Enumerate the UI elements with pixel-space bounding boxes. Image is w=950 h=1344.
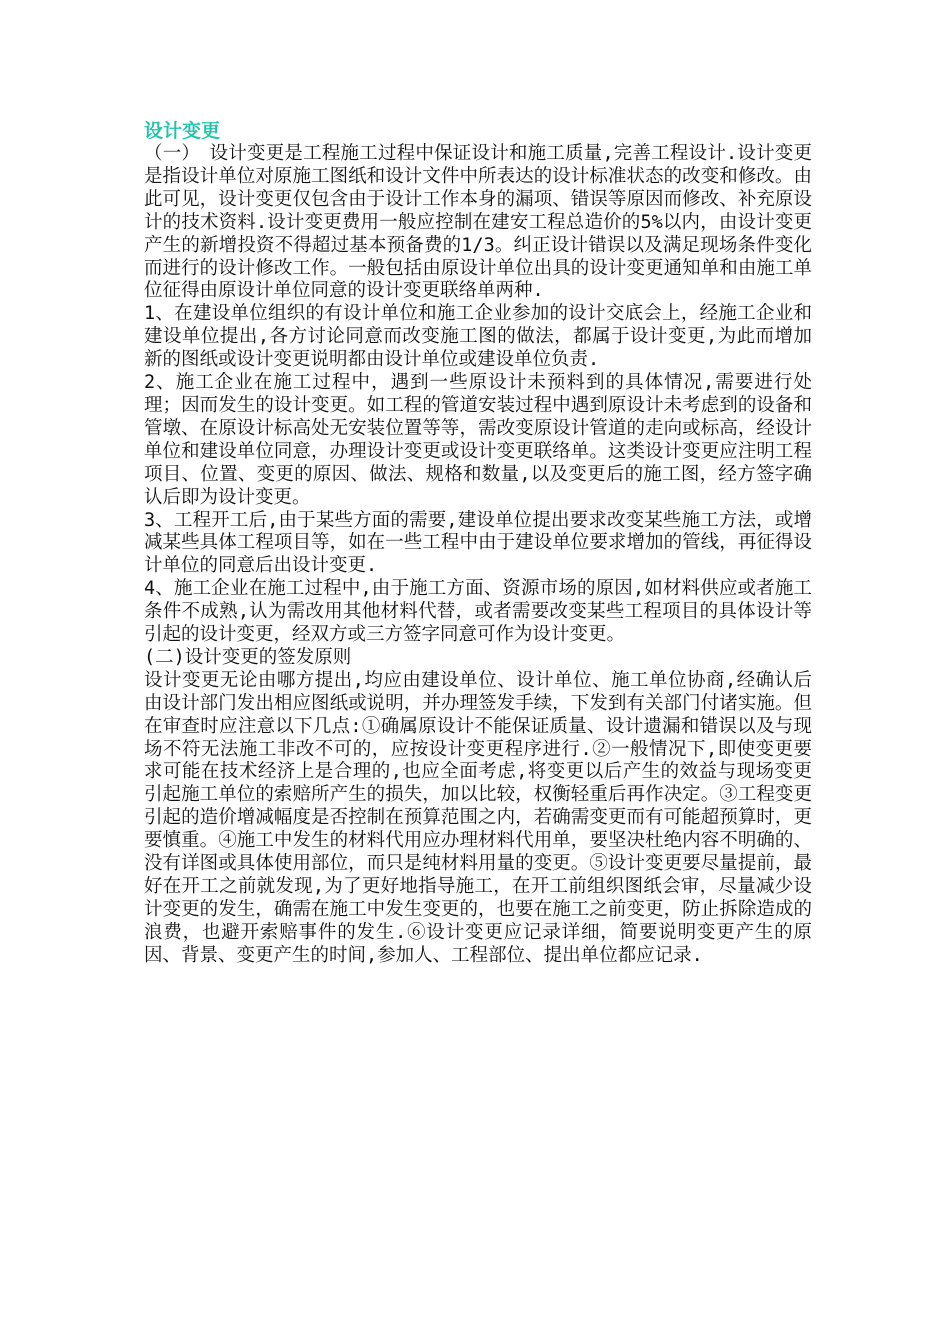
- paragraph-item-2: 2、施工企业在施工过程中，遇到一些原设计未预料到的具体情况,需要进行处理；因而发生的设计变更。如工程的管道安装过程中遇到原设计未考虑到的设备和管墩、在原设计标高处无安装位置等等，需改变原设计管道的走向或标高，经设计单位和建设单位同意，办理设计变更或设计变更联络单。这类设计变更应注明工程项目、位置、变更的原因、做法、规格和数量,以及变更后的施工图，经方签字确认后即为设计变更。: [144, 372, 812, 508]
- document-title: 设计变更: [144, 120, 221, 142]
- section-heading-signing-principles: (二)设计变更的签发原则: [144, 646, 352, 668]
- paragraph-item-1: 1、在建设单位组织的有设计单位和施工企业参加的设计交底会上，经施工企业和建设单位提出,各方讨论同意而改变施工图的做法，都属于设计变更,为此而增加新的图纸或设计变更说明都由设计单位或建设单位负责.: [144, 303, 812, 371]
- paragraph-item-4: 4、施工企业在施工过程中,由于施工方面、资源市场的原因,如材料供应或者施工条件不成熟,认为需改用其他材料代替，或者需要改变某些工程项目的具体设计等引起的设计变更，经双方或三方签字同意可作为设计变更。: [144, 578, 812, 646]
- paragraph-intro: （一） 设计变更是工程施工过程中保证设计和施工质量,完善工程设计.设计变更是指设计单位对原施工图纸和设计文件中所表达的设计标准状态的改变和修改。由此可见，设计变更仅包含由于设计工作本身的漏项、错误等原因而修改、补充原设计的技术资料.设计变更费用一般应控制在建安工程总造价的5%以内，由设计变更产生的新增投资不得超过基本预备费的1/3。纠正设计错误以及满足现场条件变化而进行的设计修改工作。一般包括由原设计单位出具的设计变更通知单和由施工单位征得由原设计单位同意的设计变更联络单两种.: [144, 143, 812, 302]
- paragraph-item-3: 3、工程开工后,由于某些方面的需要,建设单位提出要求改变某些施工方法，或增减某些具体工程项目等，如在一些工程中由于建设单位要求增加的管线，再征得设计单位的同意后出设计变更.: [144, 509, 812, 577]
- paragraph-signing-principles: 设计变更无论由哪方提出,均应由建设单位、设计单位、施工单位协商,经确认后由设计部门发出相应图纸或说明，并办理签发手续，下发到有关部门付诸实施。但在审查时应注意以下几点:①确属原设计不能保证质量、设计遗漏和错误以及与现场不符无法施工非改不可的，应按设计变更程序进行.②一般情况下,即使变更要求可能在技术经济上是合理的,也应全面考虑,将变更以后产生的效益与现场变更引起施工单位的索赔所产生的损失，加以比较，权衡轻重后再作决定。③工程变更引起的造价增减幅度是否控制在预算范围之内，若确需变更而有可能超预算时，更要慎重。④施工中发生的材料代用应办理材料代用单，要坚决杜绝内容不明确的、没有详图或具体使用部位，而只是纯材料用量的变更。⑤设计变更要尽量提前，最好在开工之前就发现,为了更好地指导施工，在开工前组织图纸会审，尽量减少设计变更的发生，确需在施工中发生变更的，也要在施工之前变更，防止拆除造成的浪费，也避开索赔事件的发生.⑥设计变更应记录详细，简要说明变更产生的原因、背景、变更产生的时间,参加人、工程部位、提出单位都应记录.: [144, 669, 812, 966]
- document-page: [144, 120, 812, 968]
